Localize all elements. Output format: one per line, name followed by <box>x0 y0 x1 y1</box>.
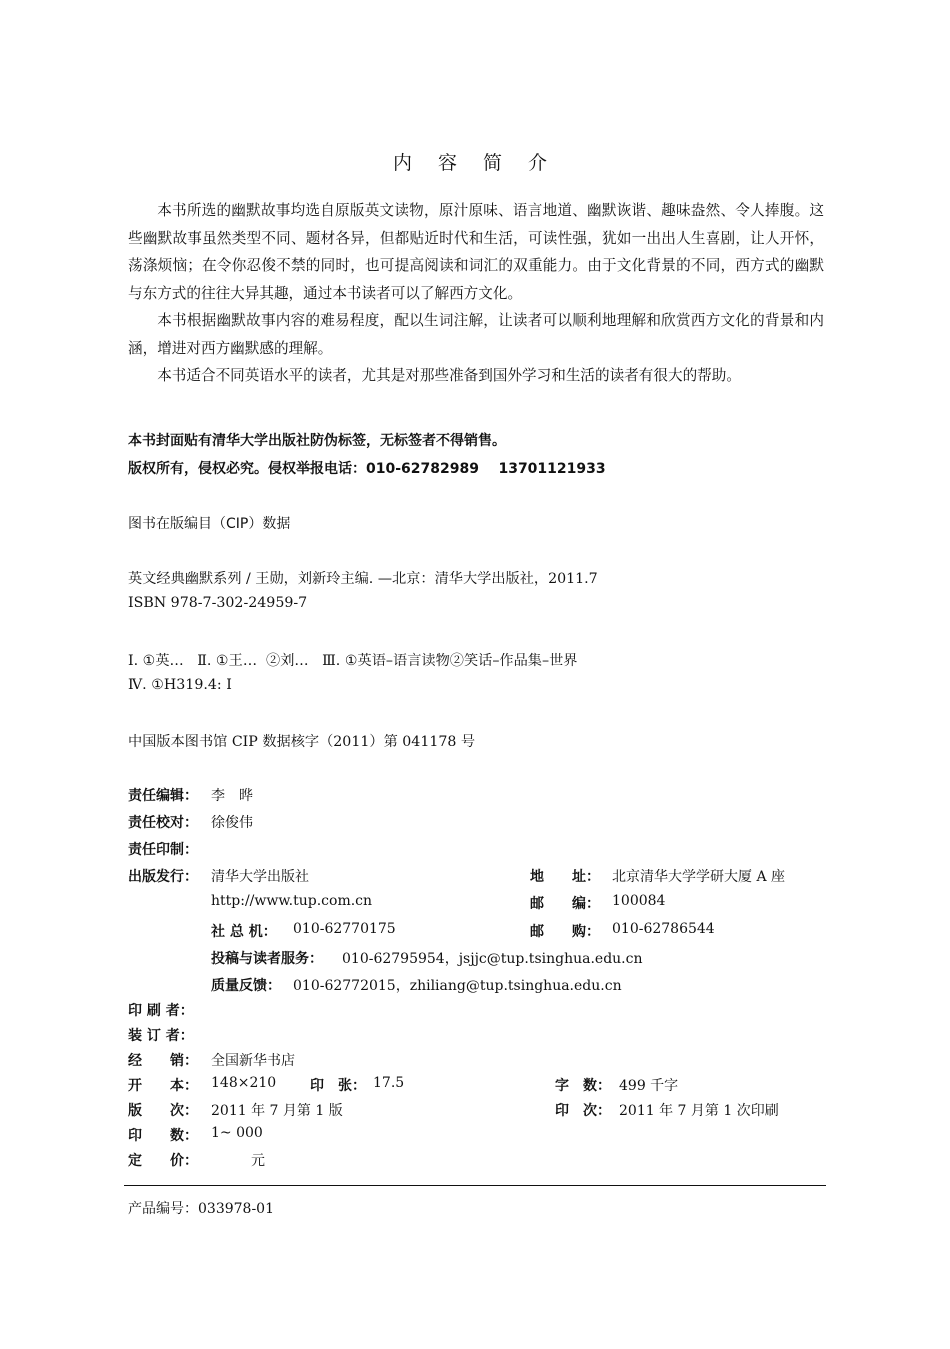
cip-line: 英文经典幽默系列 / 王勋，刘新玲主编. —北京：清华大学出版社，2011.7 <box>128 571 598 587</box>
website-link: http://www.tup.com.cn <box>211 893 373 909</box>
switchboard: 010-62770175 <box>293 921 396 937</box>
price-label: 定 价： <box>128 1153 198 1169</box>
intro-paragraph: 本书根据幽默故事内容的难易程度，配以生词注解，让读者可以顺利地理解和欣赏西方文化的背景和内涵，增进对西方幽默感的理解。 <box>128 312 824 357</box>
postcode: 100084 <box>612 893 666 909</box>
switchboard-label: 社 总 机： <box>211 924 277 940</box>
anti-counterfeit-notice: 本书封面贴有清华大学出版社防伪标签，无标签者不得销售。 <box>128 433 506 449</box>
copyright-notice: 版权所有，侵权必究。侵权举报电话：010-62782989 13701121933 <box>128 461 606 477</box>
mailorder-label: 邮 购： <box>530 924 600 940</box>
distributor-label: 经 销： <box>128 1053 198 1069</box>
edition: 2011 年 7 月第 1 版 <box>211 1103 343 1119</box>
printer-label: 印 刷 者： <box>128 1003 194 1019</box>
divider <box>124 1185 826 1186</box>
cip-line: Ⅰ. ①英… Ⅱ. ①王… ②刘… Ⅲ. ①英语–语言读物②笑话–作品集–世界 <box>128 653 578 669</box>
quality-feedback: 010-62772015，zhiliang@tup.tsinghua.edu.cn <box>293 978 622 994</box>
format: 148×210 <box>211 1075 277 1091</box>
intro-paragraph: 本书适合不同英语水平的读者，尤其是对那些准备到国外学习和生活的读者有很大的帮助。 <box>157 367 741 384</box>
printing-label: 印 次： <box>555 1103 611 1119</box>
reader-service: 010-62795954，jsjjc@tup.tsinghua.edu.cn <box>342 951 643 967</box>
sheets: 17.5 <box>373 1075 405 1091</box>
intro-text <box>128 197 824 390</box>
distributor: 全国新华书店 <box>211 1053 295 1069</box>
price: 元 <box>251 1153 265 1169</box>
address-label: 地 址： <box>530 869 600 885</box>
print-supervisor-label: 责任印制： <box>128 842 198 858</box>
editor-label: 责任编辑： <box>128 788 198 804</box>
publisher: 清华大学出版社 <box>211 869 309 885</box>
editor: 李 晔 <box>211 788 253 804</box>
sheets-label: 印 张： <box>310 1078 366 1094</box>
printing: 2011 年 7 月第 1 次印刷 <box>619 1103 779 1119</box>
format-label: 开 本： <box>128 1078 198 1094</box>
cip-isbn: ISBN 978-7-302-24959-7 <box>128 595 308 611</box>
cip-verify-number: 中国版本图书馆 CIP 数据核字（2011）第 041178 号 <box>128 734 476 750</box>
postcode-label: 邮 编： <box>530 896 600 912</box>
copies: 1~ 000 <box>211 1125 263 1141</box>
feedback-label: 质量反馈： <box>211 978 281 994</box>
word-count-label: 字 数： <box>555 1078 611 1094</box>
intro-paragraph: 本书所选的幽默故事均选自原版英文读物，原汁原味、语言地道、幽默诙谐、趣味盎然、令人捧腹。这些幽默故事虽然类型不同、题材各异，但都贴近时代和生活，可读性强，犹如一出出人生喜剧，让人开怀，荡涤烦恼；在令你忍俊不禁的同时，也可提高阅读和词汇的双重能力。由于文化背景的不同，西方式的幽默与东方式的往往大异其趣，通过本书读者可以了解西方文化。 <box>128 202 824 302</box>
publisher-label: 出版发行： <box>128 869 198 885</box>
cip-heading: 图书在版编目（CIP）数据 <box>128 516 291 532</box>
copies-label: 印 数： <box>128 1128 198 1144</box>
product-number: 产品编号：033978-01 <box>128 1201 274 1217</box>
page-title: 内 容 简 介 <box>392 152 558 174</box>
service-label: 投稿与读者服务： <box>211 951 323 967</box>
word-count: 499 千字 <box>619 1078 679 1094</box>
edition-label: 版 次： <box>128 1103 198 1119</box>
cip-line: Ⅳ. ①H319.4: I <box>128 677 232 693</box>
proofreader: 徐俊伟 <box>211 815 253 831</box>
mailorder: 010-62786544 <box>612 921 715 937</box>
binder-label: 装 订 者： <box>128 1028 194 1044</box>
proof-label: 责任校对： <box>128 815 198 831</box>
address: 北京清华大学学研大厦 A 座 <box>612 869 786 885</box>
